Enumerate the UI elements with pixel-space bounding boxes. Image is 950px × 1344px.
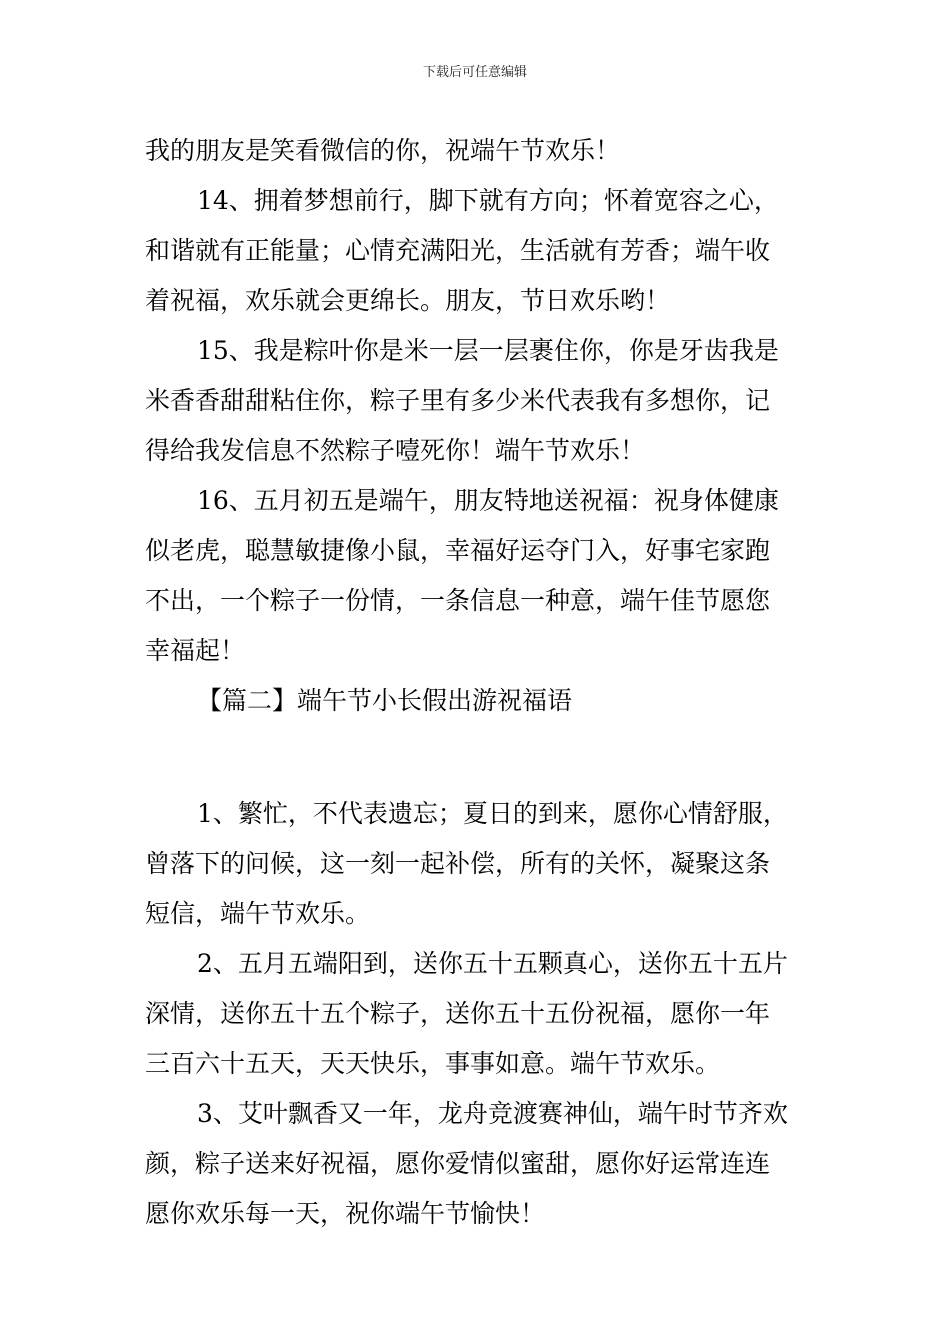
- page-header: 下载后可任意编辑: [422, 65, 527, 80]
- paragraph-15-line-2: 米香香甜甜粘住你，粽子里有多少米代表我有多想你，记: [145, 386, 771, 415]
- item-1-line-1: 1、繁忙，不代表遗忘；夏日的到来，愿你心情舒服，: [197, 799, 788, 828]
- paragraph-15-line-3: 得给我发信息不然粽子噎死你！端午节欢乐！: [145, 436, 646, 465]
- item-1-line-3: 短信，端午节欢乐。: [145, 899, 371, 928]
- item-2-line-2: 深情，送你五十五个粽子，送你五十五份祝福，愿你一年: [145, 999, 771, 1028]
- paragraph-16-line-3: 不出，一个粽子一份情，一条信息一种意，端午佳节愿您: [145, 586, 771, 615]
- paragraph-16-line-4: 幸福起！: [145, 636, 246, 665]
- item-2-line-3: 三百六十五天，天天快乐，事事如意。端午节欢乐。: [145, 1049, 721, 1078]
- item-3-line-3: 愿你欢乐每一天，祝你端午节愉快！: [145, 1199, 546, 1228]
- item-1-line-2: 曾落下的问候，这一刻一起补偿，所有的关怀，凝聚这条: [145, 849, 771, 878]
- paragraph-14-line-1: 14、拥着梦想前行，脚下就有方向；怀着宽容之心，: [197, 186, 779, 215]
- blank-spacer: [145, 726, 810, 789]
- item-3-line-2: 颜，粽子送来好祝福，愿你爱情似蜜甜，愿你好运常连连: [145, 1149, 771, 1178]
- section-heading: 【篇二】端午节小长假出游祝福语: [197, 686, 573, 715]
- paragraph-16-line-2: 似老虎，聪慧敏捷像小鼠，幸福好运夺门入，好事宅家跑: [145, 536, 771, 565]
- text-line: 我的朋友是笑看微信的你，祝端午节欢乐！: [145, 136, 621, 165]
- paragraph-16-line-1: 16、五月初五是端午，朋友特地送祝福：祝身体健康: [197, 486, 779, 515]
- item-3-line-1: 3、艾叶飘香又一年，龙舟竞渡赛神仙，端午时节齐欢: [197, 1099, 788, 1128]
- document-body: [145, 126, 810, 1239]
- paragraph-14-line-3: 着祝福，欢乐就会更绵长。朋友，节日欢乐哟！: [145, 286, 671, 315]
- paragraph-14-line-2: 和谐就有正能量；心情充满阳光，生活就有芳香；端午收: [145, 236, 771, 265]
- paragraph-15-line-1: 15、我是粽叶你是米一层一层裹住你，你是牙齿我是: [197, 336, 779, 365]
- item-2-line-1: 2、五月五端阳到，送你五十五颗真心，送你五十五片: [197, 949, 788, 978]
